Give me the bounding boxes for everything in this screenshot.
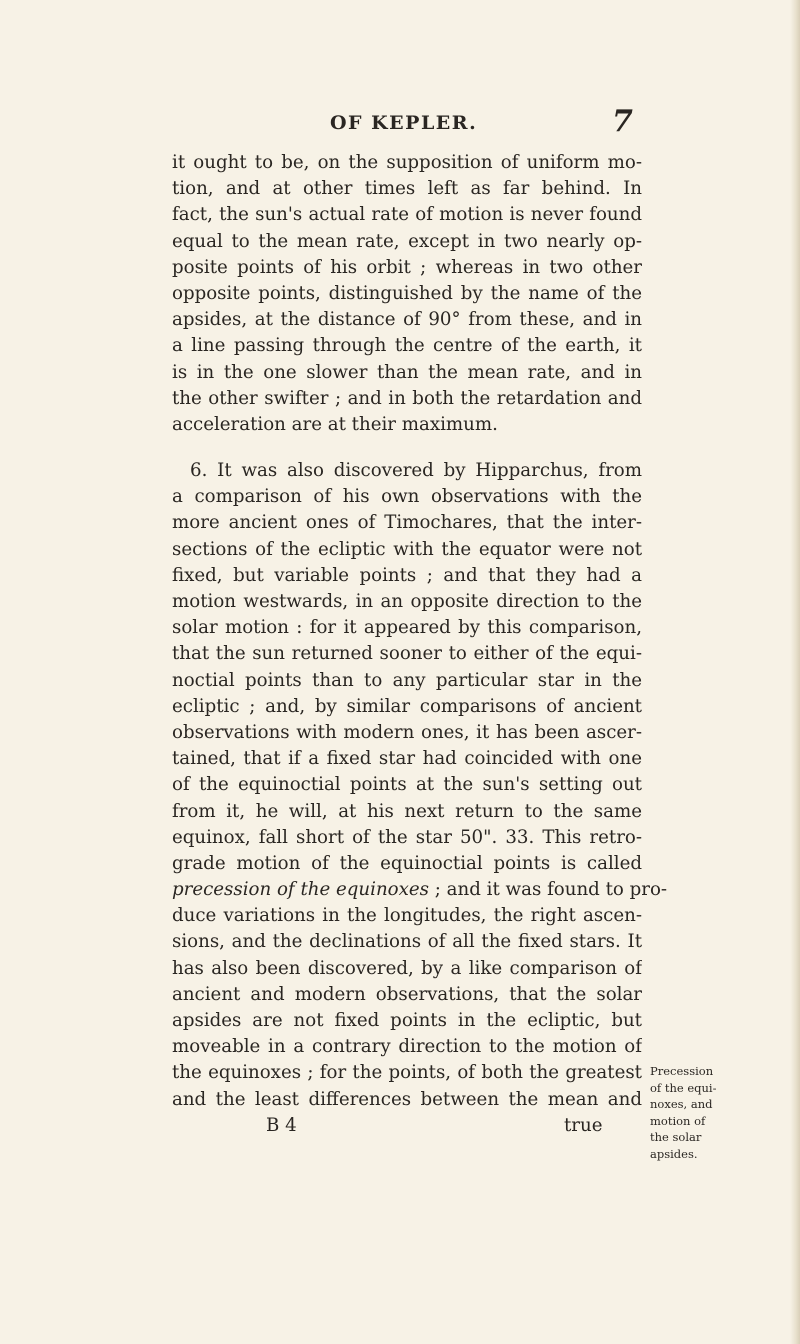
- text-line: posite points of his orbit ; whereas in two other: [172, 256, 642, 278]
- text-line: opposite points, distinguished by the name of the: [172, 282, 642, 304]
- text-line: and the least differences between the mean and: [172, 1088, 642, 1110]
- text-line: fixed, but variable points ; and that they had a: [172, 564, 642, 586]
- text-line: apsides, at the distance of 90° from these, and in: [172, 309, 642, 331]
- text-line: solar motion : for it appeared by this comparison,: [172, 617, 642, 639]
- signature-mark: B 4: [266, 1114, 297, 1136]
- text-line: that the sun returned sooner to either of the equi-: [172, 643, 642, 665]
- text-line: from it, he will, at his next return to the same: [172, 800, 642, 822]
- text-line: 6. It was also discovered by Hipparchus, from: [190, 460, 642, 482]
- text-line: fact, the sun's actual rate of motion is never found: [172, 204, 642, 226]
- text-line: grade motion of the equinoctial points is called: [172, 852, 642, 874]
- text-line: [172, 877, 668, 903]
- text-line: ancient and modern observations, that the solar: [172, 983, 642, 1005]
- text-line: observations with modern ones, it has been ascer-: [172, 721, 642, 743]
- text-line: duce variations in the longitudes, the right ascen-: [172, 905, 642, 927]
- text-line: a line passing through the centre of the earth, it: [172, 335, 642, 357]
- text-line: apsides are not fixed points in the ecliptic, but: [172, 1010, 642, 1031]
- catchword-line: [172, 1113, 642, 1139]
- text-line: of the equinoctial points at the sun's setting out: [172, 774, 642, 796]
- italic-term: precession of the equinoxes: [172, 879, 429, 901]
- text-run: ; and it was found to pro-: [428, 879, 668, 901]
- running-head: [0, 104, 800, 142]
- paragraph-1: [172, 150, 642, 438]
- text-line: moveable in a contrary direction to the motion of: [172, 1036, 642, 1058]
- text-line: the other swifter ; and in both the retardation and: [172, 387, 642, 409]
- body-text: [172, 150, 668, 1139]
- text-line: acceleration are at their maximum.: [172, 413, 498, 435]
- running-title: OF KEPLER.: [330, 112, 478, 134]
- text-line: more ancient ones of Timochares, that the inter-: [172, 512, 642, 534]
- text-line: a comparison of his own observations with the: [172, 486, 642, 508]
- text-line: tion, and at other times left as far behind. In: [172, 178, 642, 200]
- text-line: equal to the mean rate, except in two nearly op-: [172, 230, 642, 252]
- text-line: is in the one slower than the mean rate, and in: [172, 361, 642, 383]
- text-line: the equinoxes ; for the points, of both the greatest: [172, 1062, 642, 1084]
- marginal-note-line: the solar: [650, 1130, 702, 1145]
- paragraph-2: [172, 458, 668, 1113]
- marginal-note-line: noxes, and: [650, 1097, 713, 1112]
- text-line: motion westwards, in an opposite direction to the: [172, 591, 642, 612]
- marginal-note-line: motion of: [650, 1113, 706, 1128]
- text-line: it ought to be, on the supposition of uniform mo-: [172, 152, 642, 173]
- text-line: tained, that if a fixed star had coincided with one: [172, 748, 642, 770]
- text-line: sections of the ecliptic with the equator were not: [172, 538, 642, 560]
- text-line: noctial points than to any particular star in the: [172, 669, 642, 691]
- text-line: equinox, fall short of the star 50". 33. This retro-: [172, 826, 642, 848]
- marginal-note: [650, 1063, 770, 1163]
- text-line: ecliptic ; and, by similar comparisons of ancient: [172, 695, 642, 717]
- catchword: true: [564, 1114, 603, 1136]
- page-number: 7: [612, 104, 633, 139]
- marginal-note-line: of the equi-: [650, 1080, 717, 1095]
- marginal-note-line: apsides.: [650, 1146, 698, 1161]
- text-line: has also been discovered, by a like comparison of: [172, 957, 642, 979]
- marginal-note-line: Precession: [650, 1064, 714, 1078]
- page-edge: [790, 0, 800, 1344]
- text-line: sions, and the declinations of all the fixed stars. It: [172, 931, 642, 953]
